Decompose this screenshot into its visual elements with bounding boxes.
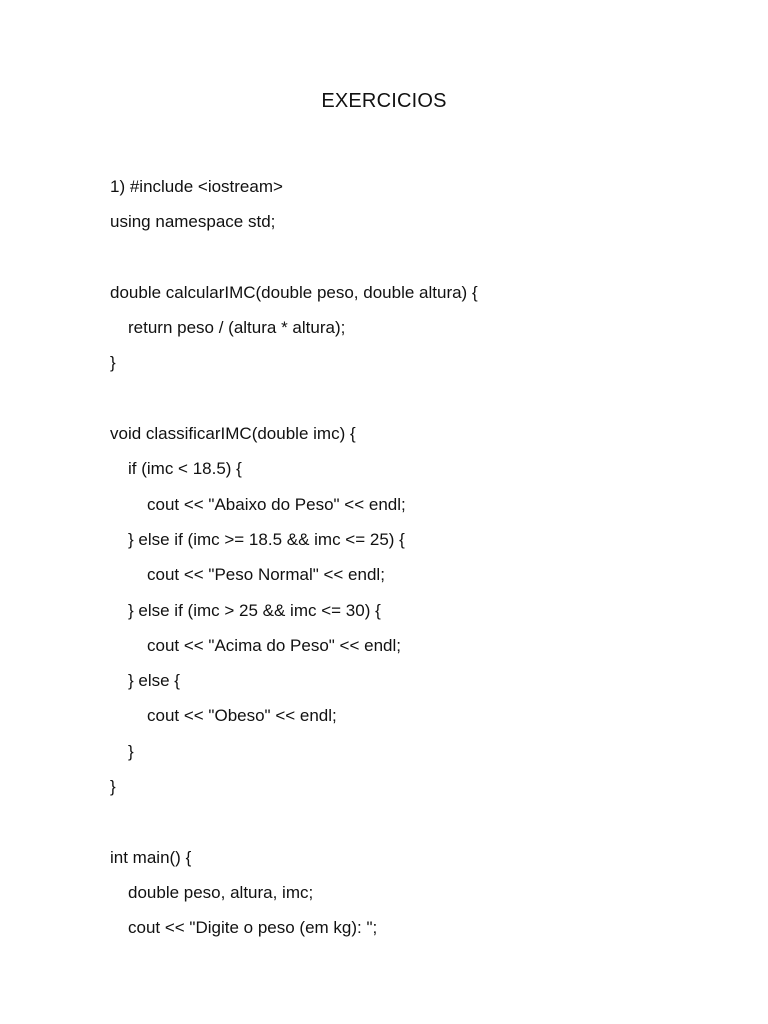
code-line bbox=[110, 381, 710, 416]
code-line: } else if (imc >= 18.5 && imc <= 25) { bbox=[128, 529, 405, 549]
code-line: } bbox=[128, 741, 134, 761]
code-line: cout << "Peso Normal" << endl; bbox=[147, 565, 385, 585]
code-block bbox=[110, 169, 710, 946]
code-line: } bbox=[110, 353, 116, 373]
code-line: return peso / (altura * altura); bbox=[128, 318, 346, 338]
code-line: double calcularIMC(double peso, double altura) { bbox=[110, 282, 478, 302]
code-line: int main() { bbox=[110, 847, 192, 867]
code-line: double peso, altura, imc; bbox=[128, 882, 314, 902]
code-line bbox=[110, 804, 710, 839]
code-line: } else { bbox=[128, 671, 180, 691]
code-line: using namespace std; bbox=[110, 212, 276, 232]
code-line: if (imc < 18.5) { bbox=[128, 459, 242, 479]
page-title: EXERCICIOS bbox=[321, 90, 447, 112]
code-line: } bbox=[110, 777, 116, 797]
code-line: cout << "Acima do Peso" << endl; bbox=[147, 635, 402, 655]
code-line: cout << "Abaixo do Peso" << endl; bbox=[147, 494, 406, 514]
code-line: 1) #include <iostream> bbox=[110, 177, 283, 196]
code-line: cout << "Digite o peso (em kg): "; bbox=[128, 918, 378, 938]
code-line bbox=[110, 240, 710, 275]
code-line: } else if (imc > 25 && imc <= 30) { bbox=[128, 600, 381, 620]
code-line: cout << "Obeso" << endl; bbox=[147, 706, 337, 726]
code-line: void classificarIMC(double imc) { bbox=[110, 424, 356, 444]
